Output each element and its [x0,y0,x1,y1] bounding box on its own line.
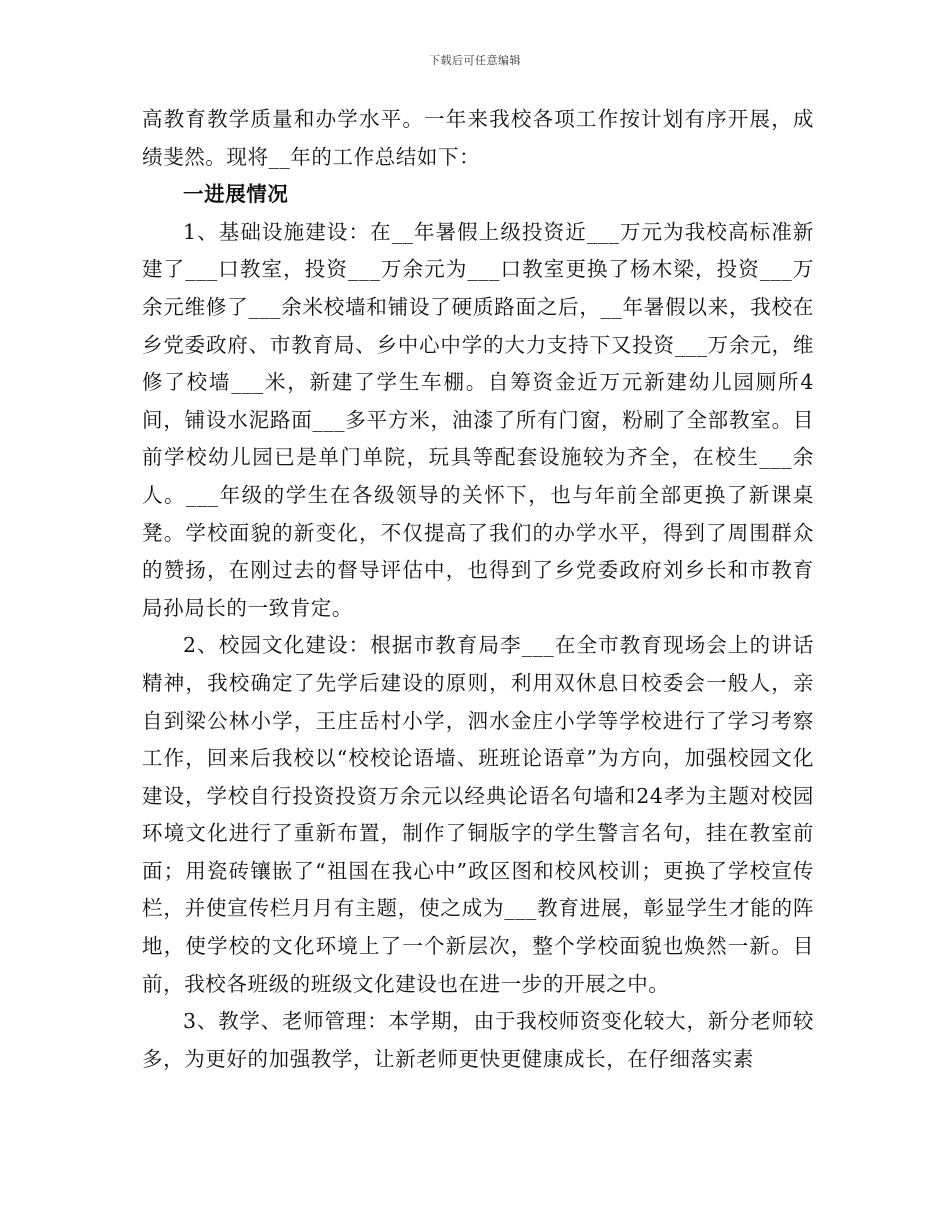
paragraph-teaching-management: 3、教学、老师管理：本学期，由于我校师资变化较大，新分老师较多，为更好的加强教学，让新老师更快更健康成长，在仔细落实素 [142,1009,814,1071]
document-body [142,101,814,1078]
paragraph-campus-culture: 2、校园文化建设：根据市教育局李___在全市教育现场会上的讲话精神，我校确定了先学后建设的原则，利用双休息日校委会一般人，亲自到梁公林小学，王庄岳村小学，泗水金庄小学等学校进行了学习考察工作，回来后我校以“校校论语墙、班班论语章”为方向，加强校园文化建设，学校自行投资投资万余元以经典论语名句墙和24孝为主题对校园环境文化进行了重新布置，制作了铜版字的学生警言名句，挂在教室前面；用瓷砖镶嵌了“祖国在我心中”政区图和校风校训；更换了学校宣传栏，并使宣传栏月月有主题，使之成为___教育进展，彰显学生才能的阵地，使学校的文化环境上了一个新层次，整个学校面貌也焕然一新。目前，我校各班级的班级文化建设也在进一步的开展之中。 [142,633,814,996]
page-header: 下载后可任意编辑 [429,54,521,67]
intro-paragraph: 高教育教学质量和办学水平。一年来我校各项工作按计划有序开展，成绩斐然。现将__年的工作总结如下： [142,107,814,169]
paragraph-infrastructure: 1、基础设施建设：在__年暑假上级投资近___万元为我校高标准新建了___口教室，投资___万余元为___口教室更换了杨木梁，投资___万余元维修了___余米校墙和铺设了硬质路面之后，__年暑假以来，我校在乡党委政府、市教育局、乡中心中学的大力支持下又投资___万余元，维修了校墙___米，新建了学生车棚。自筹资金近万元新建幼儿园厕所4间，铺设水泥路面___多平方米，油漆了所有门窗，粉刷了全部教室。目前学校幼儿园已是单门单院，玩具等配套设施较为齐全，在校生___余人。___年级的学生在各级领导的关怀下，也与年前全部更换了新课桌凳。学校面貌的新变化，不仅提高了我们的办学水平，得到了周围群众的赞扬，在刚过去的督导评估中，也得到了乡党委政府刘乡长和市教育局孙局长的一致肯定。 [142,219,814,620]
section-heading: 一进展情况 [183,182,289,207]
